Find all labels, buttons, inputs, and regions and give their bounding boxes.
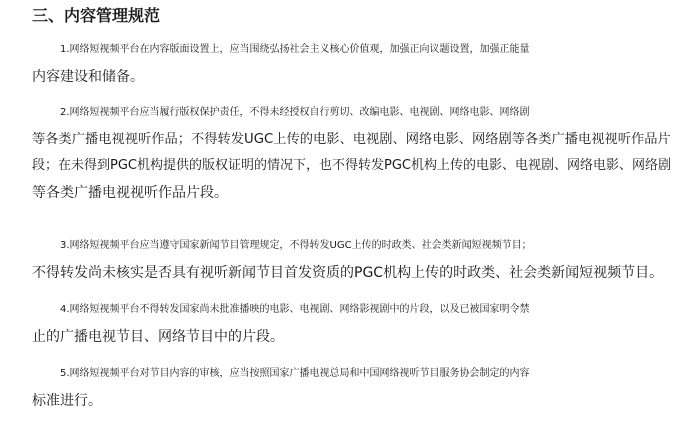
paragraph-line: 1.网络短视频平台在内容版面设置上，应当围绕弘扬社会主义核心价值观，加强正向议题设置，加强正能量	[60, 44, 530, 55]
paragraph-line: 4.网络短视频平台不得转发国家尚未批准播映的电影、电视剧、网络影视剧中的片段，以及已被国家明令禁	[60, 304, 530, 315]
paragraph-line: 等各类广播电视视听作品片段。	[32, 184, 228, 201]
paragraph-line: 等各类广播电视视听作品；不得转发UGC上传的电影、电视剧、网络电影、网络剧等各类广播电视视听作品片	[32, 131, 671, 147]
paragraph-line: 段；在未得到PGC机构提供的版权证明的情况下，也不得转发PGC机构上传的电影、电视剧、网络电影、网络剧	[32, 158, 671, 173]
paragraph-2	[32, 100, 672, 206]
paragraph-line: 3.网络短视频平台应当遵守国家新闻节目管理规定，不得转发UGC上传的时政类、社会类新闻短视频节目；	[60, 240, 532, 251]
section-heading: 三、内容管理规范	[32, 6, 161, 25]
paragraph-3	[32, 233, 672, 286]
paragraph-line: 止的广播电视节目、网络节目中的片段。	[32, 328, 284, 345]
paragraph-5	[32, 361, 672, 414]
paragraph-line: 标准进行。	[32, 392, 102, 409]
paragraph-4	[32, 297, 672, 350]
paragraph-line: 内容建设和储备。	[32, 68, 144, 85]
paragraph-line: 5.网络短视频平台对节目内容的审核，应当按照国家广播电视总局和中国网络视听节目服务协会制定的内容	[60, 368, 530, 379]
paragraph-line: 2.网络短视频平台应当履行版权保护责任，不得未经授权自行剪切、改编电影、电视剧、网络电影、网络剧	[60, 107, 530, 118]
paragraph-line: 不得转发尚未核实是否具有视听新闻节目首发资质的PGC机构上传的时政类、社会类新闻短视频节目。	[32, 264, 664, 281]
paragraph-1	[32, 37, 672, 90]
